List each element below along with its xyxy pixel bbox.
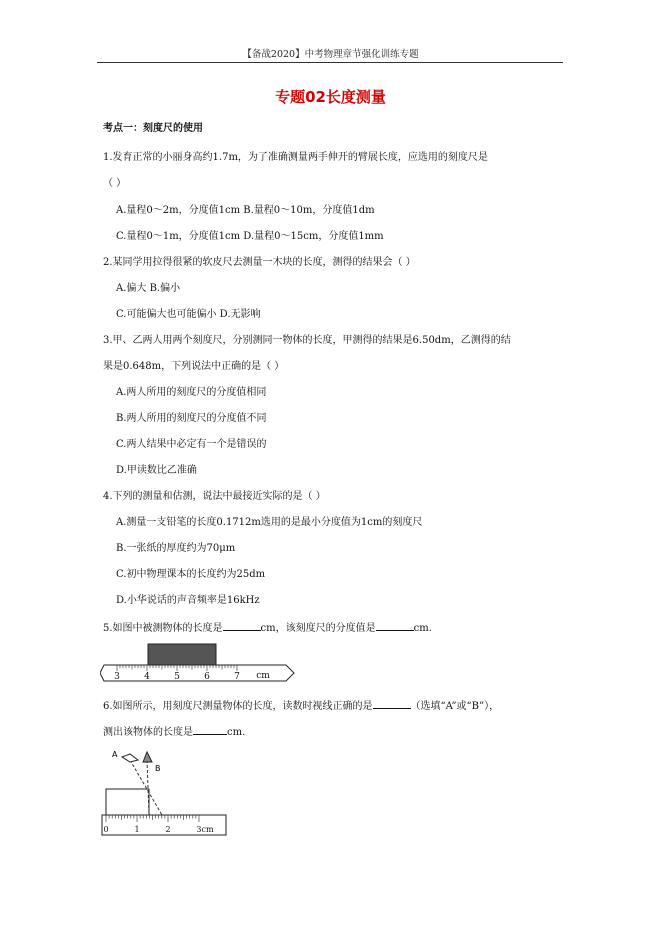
q3-option-b: B.两人所用的刻度尺的分度值不同	[116, 413, 267, 424]
q4-option-b: B.一张纸的厚度约为70μm	[116, 543, 236, 554]
eye-icon	[122, 754, 138, 762]
q4-option-a: A.测量一支铅笔的长度0.1712m选用的是最小分度值为1cm的刻度尺	[116, 517, 423, 528]
q6-measured-block	[106, 789, 149, 815]
q5-ruler-label-5: 5	[174, 672, 180, 682]
q3-stem-line2: 果是0.648m，下列说法中正确的是（ ）	[103, 361, 285, 372]
q6-ruler-label-2: 2	[165, 825, 171, 834]
q5-ruler-label-6: 6	[204, 672, 210, 682]
q3-option-a: A.两人所用的刻度尺的分度值相同	[116, 387, 267, 398]
q6-stem-line2	[103, 724, 245, 740]
q4-option-d: D.小华说话的声音频率是16kHz	[116, 595, 260, 606]
q1-options-ab: A.量程0～2m，分度值1cm B.量程0～10m，分度值1dm	[116, 205, 375, 216]
q5-ruler-label-4: 4	[144, 672, 150, 682]
q4-option-c: C.初中物理课本的长度约为25dm	[116, 569, 266, 580]
q6-ruler-label-1: 1	[134, 825, 140, 834]
q6-stem-line1	[103, 698, 499, 714]
q2-options-ab: A.偏大 B.偏小	[116, 283, 181, 294]
q3-option-c: C.两人结果中必定有一个是错误的	[116, 439, 267, 450]
q5-text-mid: cm，该刻度尺的分度值是	[260, 623, 376, 634]
q6-ruler-label-3cm: 3cm	[196, 825, 214, 834]
q5-ruler-unit: cm	[256, 671, 270, 681]
q4-stem: 4.下列的测量和估测，说法中最接近实际的是（ ）	[103, 491, 326, 502]
q6-text-line2-pre: 测出该物体的长度是	[103, 727, 193, 738]
q6-eye-label-a: A	[112, 750, 118, 759]
q5-text-post: cm.	[413, 623, 432, 634]
q6-text-line2-post: cm.	[227, 727, 246, 738]
q2-stem: 2.某同学用拉得很紧的软皮尺去测量一木块的长度，测得的结果会（ ）	[103, 257, 416, 268]
q2-options-cd: C.可能偏大也可能偏小 D.无影响	[116, 309, 261, 320]
q1-stem-line2: （ ）	[103, 178, 127, 189]
q3-stem-line1: 3.甲、乙两人用两个刻度尺，分别测同一物体的长度，甲测得的结果是6.50dm，乙测得的结	[103, 335, 511, 346]
q6-ruler-figure	[100, 748, 230, 840]
q6-blank-sightline[interactable]	[373, 698, 411, 709]
eye-icon	[143, 752, 152, 762]
q3-option-d: D.甲读数比乙准确	[116, 465, 197, 476]
q5-blank-division[interactable]	[376, 620, 414, 631]
q6-ruler-label-0: 0	[103, 825, 109, 834]
section-heading: 考点一：刻度尺的使用	[103, 123, 203, 134]
q6-eye-label-b: B	[155, 764, 161, 773]
q5-ruler-label-7: 7	[234, 672, 240, 682]
q5-ruler-label-3: 3	[114, 672, 120, 682]
q5-text-pre: 5.如图中被测物体的长度是	[103, 623, 223, 634]
page-title: 专题02长度测量	[275, 88, 386, 106]
q5-measured-block	[148, 644, 216, 665]
q1-options-cd: C.量程0～1m，分度值1cm D.量程0～15cm，分度值1mm	[116, 231, 384, 242]
header-divider	[97, 62, 563, 63]
q6-text-post: （选填“A”或“B”），	[410, 701, 500, 712]
q1-stem-line1: 1.发育正常的小丽身高约1.7m，为了准确测量两手伸开的臂展长度，应选用的刻度尺是	[103, 152, 488, 163]
q5-ruler-figure	[100, 642, 300, 684]
page-header: 【备战2020】中考物理章节强化训练专题	[242, 49, 419, 60]
q5-blank-length[interactable]	[223, 620, 261, 631]
q6-text-pre: 6.如图所示，用刻度尺测量物体的长度，读数时视线正确的是	[103, 701, 373, 712]
q5-stem	[103, 620, 432, 636]
q6-blank-length[interactable]	[193, 724, 227, 735]
